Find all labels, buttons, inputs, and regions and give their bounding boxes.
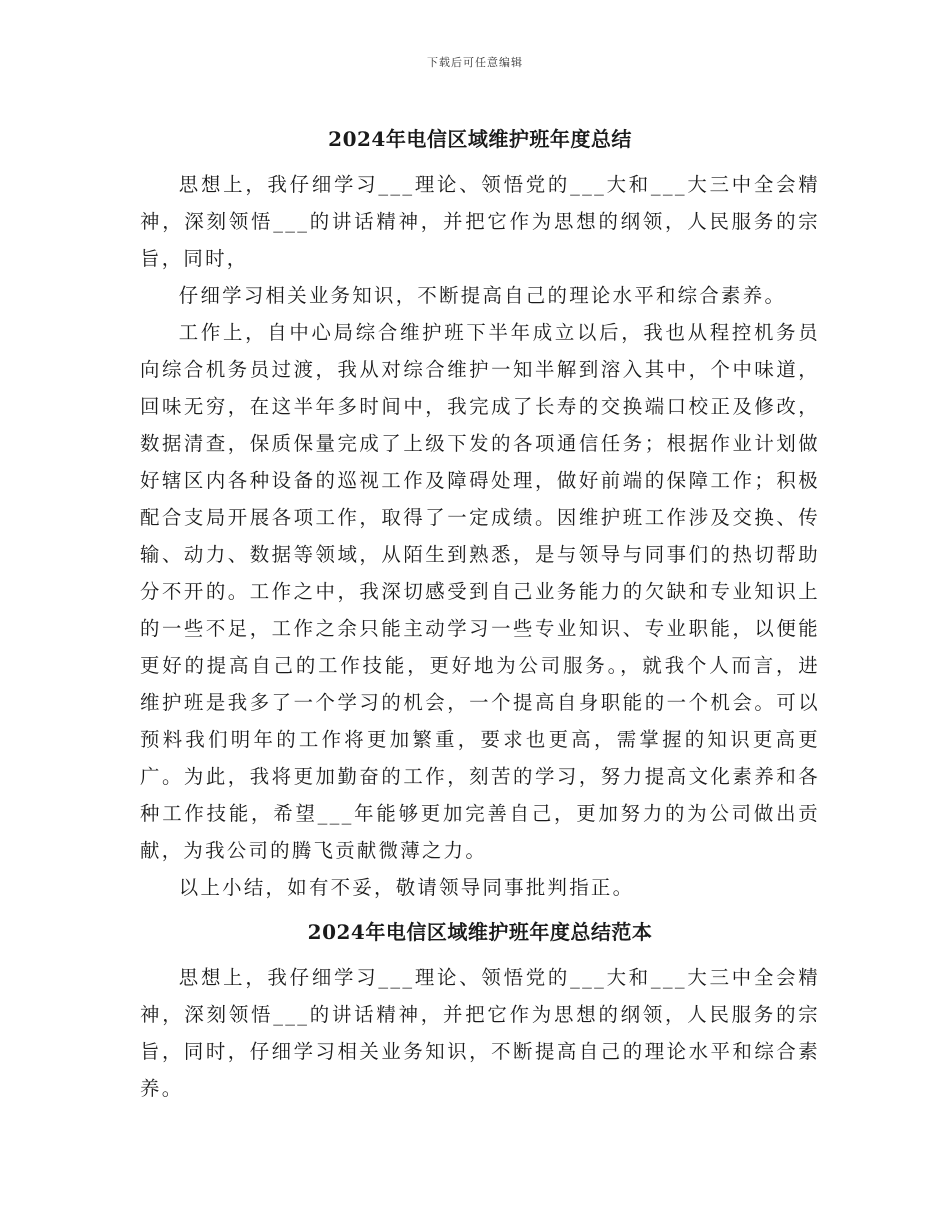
document-body [140, 118, 820, 1107]
section-title-1: 2024年电信区域维护班年度总结 [328, 127, 632, 151]
section-1-paragraph-4: 以上小结，如有不妥，敬请领导同事批判指正。 [178, 876, 635, 899]
section-1-paragraph-1: 思想上，我仔细学习___理论、领悟党的___大和___大三中全会精神，深刻领悟___的讲话精神，并把它作为思想的纲领，人民服务的宗旨，同时， [140, 173, 820, 270]
section-2-paragraph-1: 思想上，我仔细学习___理论、领悟党的___大和___大三中全会精神，深刻领悟___的讲话精神，并把它作为思想的纲领，人民服务的宗旨，同时，仔细学习相关业务知识，不断提高自己的理论水平和综合素养。 [140, 966, 820, 1100]
section-1-paragraph-3: 工作上，自中心局综合维护班下半年成立以后，我也从程控机务员向综合机务员过渡，我从对综合维护一知半解到溶入其中，个中味道，回味无穷，在这半年多时间中，我完成了长寿的交换端口校正及修改，数据清查，保质保量完成了上级下发的各项通信任务；根据作业计划做好辖区内各种设备的巡视工作及障碍处理，做好前端的保障工作；积极配合支局开展各项工作，取得了一定成绩。因维护班工作涉及交换、传输、动力、数据等领域，从陌生到熟悉，是与领导与同事们的热切帮助分不开的。工作之中，我深切感受到自己业务能力的欠缺和专业知识上的一些不足，工作之余只能主动学习一些专业知识、专业职能，以便能更好的提高自己的工作技能，更好地为公司服务。，就我个人而言，进维护班是我多了一个学习的机会，一个提高自身职能的一个机会。可以预料我们明年的工作将更加繁重，要求也更高，需掌握的知识更高更广。为此，我将更加勤奋的工作，刻苦的学习，努力提高文化素养和各种工作技能，希望___年能够更加完善自己，更加努力的为公司做出贡献，为我公司的腾飞贡献微薄之力。 [140, 321, 820, 862]
section-1-paragraph-2: 仔细学习相关业务知识，不断提高自己的理论水平和综合素养。 [178, 284, 787, 307]
download-note: 下载后可任意编辑 [427, 56, 523, 69]
section-title-2: 2024年电信区域维护班年度总结范本 [307, 920, 653, 944]
